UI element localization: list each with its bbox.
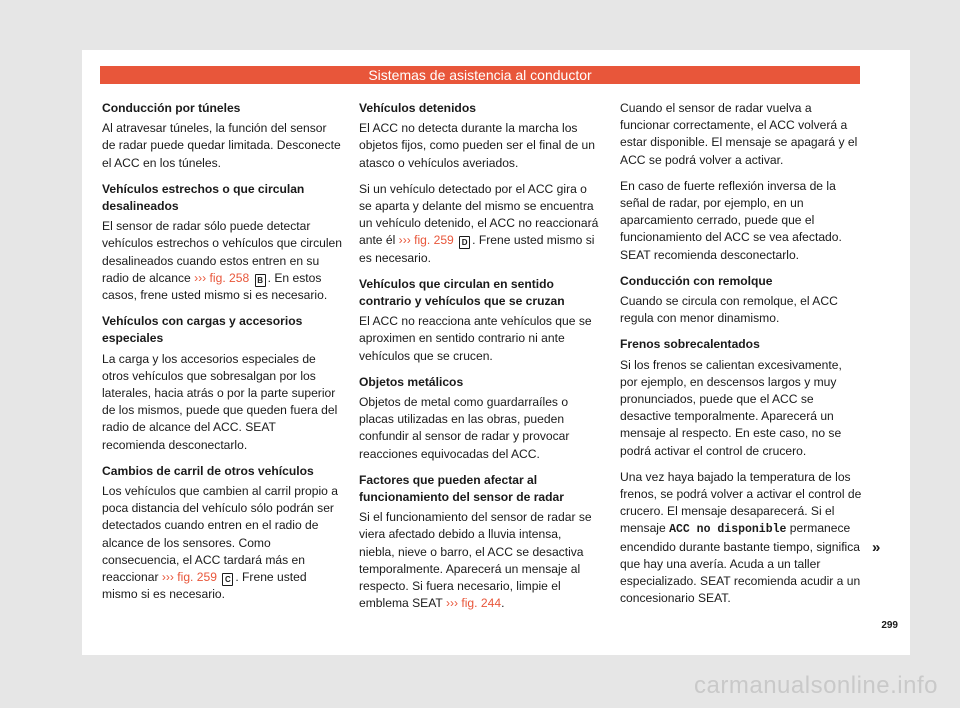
heading-narrow-vehicles: Vehículos estrechos o que circulan desalineados [102, 181, 305, 214]
paragraph-radar-factors: Si el funcionamiento del sensor de radar se viera afectado debido a lluvia intensa, niebla, nieve o barro, el ACC se desactiva temporalmente. Aparecerá un mensaje al respecto. Si fuera necesario, limpie el emblema SEAT ››› fig. 244. [359, 510, 592, 611]
heading-special-loads: Vehículos con cargas y accesorios especiales [102, 314, 303, 346]
paragraph-trailer: Cuando se circula con remolque, el ACC regula con menor dinamismo. [620, 294, 838, 326]
fig-259-link[interactable]: ››› fig. 259 [161, 570, 217, 585]
fig-259-link[interactable]: ››› fig. 259 [398, 233, 454, 248]
watermark: carmanualsonline.info [694, 672, 938, 699]
fig-label-c: C [222, 573, 233, 586]
paragraph-stopped-vehicles-2: Si un vehículo detectado por el ACC gira o se aparta y delante del mismo se encuentra un vehículo detenido, el ACC no reaccionará ante él ››› fig. 259 D . Frene usted mismo si es necesario. [359, 181, 599, 265]
paragraph-tunnels: Al atravesar túneles, la función del sensor de radar puede quedar limitada. Desconecte el ACC en los túneles. [102, 121, 341, 170]
column-3 [620, 100, 862, 616]
section-header: Sistemas de asistencia al conductor [100, 66, 860, 84]
heading-trailer: Conducción con remolque [620, 273, 773, 288]
paragraph-radar-restored: Cuando el sensor de radar vuelva a funcionar correctamente, el ACC volverá a estar disponible. El mensaje se apagará y el ACC se podrá volver a activar. [620, 101, 858, 167]
paragraph-metal-objects: Objetos de metal como guardarraíles o placas utilizadas en las obras, pueden confundir al sensor de radar y provocar reacciones equivocadas del ACC. [359, 395, 570, 461]
manual-page [82, 50, 910, 655]
fig-244-link[interactable]: ››› fig. 244 [445, 596, 502, 611]
fig-label-d: D [459, 236, 470, 249]
fig-258-link[interactable]: ››› fig. 258 [194, 270, 250, 285]
paragraph-overheated-brakes-1: Si los frenos se calientan excesivamente, por ejemplo, en descensos largos y muy pronunciados, puede que el ACC se desactive temporalmente. Aparecerá un mensaje al respecto. En este caso, no se podrá activar el control de crucero. [620, 357, 842, 458]
display-message-text: ACC no disponible [669, 523, 787, 537]
paragraph-radar-reflection: En caso de fuerte reflexión inversa de la señal de radar, por ejemplo, en un aparcamiento cerrado, puede que el funcionamiento del ACC se vea afectado. SEAT recomienda desconectarlo. [620, 178, 842, 262]
heading-overheated-brakes: Frenos sobrecalentados [620, 337, 760, 352]
paragraph-oncoming-vehicles: El ACC no reacciona ante vehículos que se aproximen en sentido contrario ni ante vehículos que se crucen. [359, 314, 592, 363]
heading-oncoming-vehicles: Vehículos que circulan en sentido contrario y vehículos que se cruzan [359, 276, 565, 309]
page-number: 299 [881, 620, 898, 631]
heading-metal-objects: Objetos metálicos [359, 374, 464, 389]
column-2 [359, 100, 599, 621]
heading-radar-factors: Factores que pueden afectar al funcionamiento del sensor de radar [359, 472, 564, 505]
heading-stopped-vehicles: Vehículos detenidos [359, 101, 476, 115]
paragraph-stopped-vehicles-1: El ACC no detecta durante la marcha los objetos fijos, como pueden ser el final de un atasco o vehículos averiados. [359, 121, 595, 170]
continue-marker-icon: » [872, 539, 881, 556]
paragraph-narrow-vehicles: El sensor de radar sólo puede detectar vehículos estrechos o vehículos que circulen desalineados cuando estos entren en su radio de alcance ››› fig. 258 B . En estos casos, frene usted mismo si es necesario. [102, 219, 342, 303]
paragraph-lane-changes: Los vehículos que cambien al carril propio a poca distancia del vehículo sólo podrán ser detectados cuando entren en el radio de alcance de los sensores. Como consecuencia, el ACC tardará más en reaccionar ››› fig. 259 C . Frene usted mismo si es necesario. [102, 484, 338, 602]
paragraph-special-loads: La carga y los accesorios especiales de otros vehículos que sobresalgan por los laterales, hacia atrás o por la parte superior de los mismos, puede que queden fuera del radio de alcance del ACC. SEAT recomienda desconectarlo. [102, 351, 338, 452]
heading-tunnels: Conducción por túneles [102, 101, 241, 115]
heading-lane-changes: Cambios de carril de otros vehículos [102, 463, 314, 478]
paragraph-overheated-brakes-2: Una vez haya bajado la temperatura de los frenos, se podrá volver a activar el control de crucero. El mensaje desaparecerá. Si el mensaje ACC no disponible permanece encendido durante bastante tiempo, significa que hay una avería. Acuda a un taller especializado. SEAT recomienda acudir a un concesionario SEAT. [620, 469, 862, 606]
fig-label-b: B [255, 274, 266, 287]
column-1 [102, 100, 342, 612]
